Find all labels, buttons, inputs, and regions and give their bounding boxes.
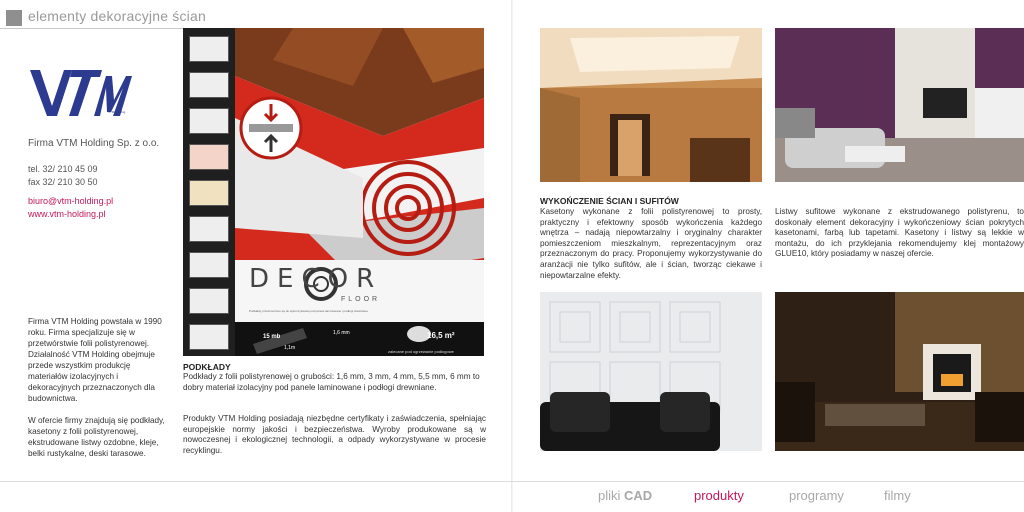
nav-cad-files[interactable] xyxy=(598,488,652,503)
living-room-photo xyxy=(775,28,1024,182)
email-link[interactable]: biuro@vtm-holding.pl xyxy=(28,196,114,206)
wall-panels-photo xyxy=(540,292,762,451)
product-subbrand: FLOOR xyxy=(341,296,381,303)
wykonczenie-heading: WYKOŃCZENIE ŚCIAN I SUFITÓW xyxy=(540,196,679,206)
about-paragraph: Firma VTM Holding powstała w 1990 roku. Firma specjalizuje się w przetwórstwie folii polistyrenowej. Działalność VTM Holding obejmuje przede wszystkim produkcję materiałów izolacyjnych i dekoracyjnych przeznaczonych dla budownictwa. xyxy=(28,317,162,403)
listwy-text: Listwy sufitowe wykonane z ekstrudowanego polistyrenu, to doskonały element dekoracyjny i wykończeniowy ścian pokrytych kasetonami, farbą lub tapetami. Kasetony i listwy są lekkie w montażu, do ich przyklejania rekomendujemy klej montażowy GLUE10, który posiadamy w naszej ofercie. xyxy=(775,207,1024,259)
dimension-area: 16,5 m² xyxy=(427,331,455,340)
product-image xyxy=(183,28,484,356)
certification-text: Produkty VTM Holding posiadają niezbędne certyfikaty i zaświadczenia, spełniając europejskie normy jakości i bezpieczeństwa. Wyroby produkowane są w nowoczesnej i ekologicznej technologii, a odpady wykorzystywane w procesie recyklingu. xyxy=(183,414,486,455)
nav-programs[interactable]: programy xyxy=(789,488,844,503)
company-name: Firma VTM Holding Sp. z o.o. xyxy=(28,138,160,149)
dimension-width: 1,1m xyxy=(284,345,296,351)
ceiling-photo xyxy=(540,28,762,182)
nav-films[interactable]: filmy xyxy=(884,488,911,503)
product-description: Podkłady przeznaczone są do wykorzystania pod panele laminowane i podłogi drewniane xyxy=(249,309,368,313)
wykonczenie-text: Kasetony wykonane z folii polistyrenowej to prosty, praktyczny i efektowny sposób wykończenia każdego wnętrza – nadają niepowtarzalny i oryginalny charakter pomieszczeniom mieszkalnym, reprezentacyjnym oraz przeznaczonym do pracy. Proponujemy wykorzystywanie do aranżacji nie tylko sufitów, ale i ścian, tworząc ciekawe i niepowtarzalne efekty. xyxy=(540,207,762,280)
thumbnail xyxy=(189,252,229,278)
podklady-text: Podkłady z folii polistyrenowej o grubości: 1,6 mm, 3 mm, 4 mm, 5,5 mm, 6 mm to dobry materiał izolacyjny pod panele laminowane i podłogi drewniane. xyxy=(183,372,480,392)
thumbnail xyxy=(189,144,229,170)
website-link[interactable]: www.vtm-holding.pl xyxy=(28,209,106,219)
phone-number: tel. 32/ 210 45 09 xyxy=(28,164,98,174)
nav-products[interactable]: produkty xyxy=(694,488,744,503)
dimension-thickness: 1,6 mm xyxy=(333,330,350,336)
product-brand: DECOR xyxy=(249,264,383,294)
thumbnail xyxy=(189,180,229,206)
footer-rule xyxy=(0,481,1024,482)
thumbnail xyxy=(189,108,229,134)
product-caption: zalecane pod ogrzewanie podłogowe xyxy=(388,349,454,354)
about-section xyxy=(28,316,170,470)
nav-cad-prefix: pliki xyxy=(598,488,625,503)
thumbnail xyxy=(189,216,229,242)
about-paragraph: W ofercie firmy znajdują się podkłady, kasetony z folii polistyrenowej, ekstrudowane listwy ozdobne, kleje, belki rustykalne, deski tarasowe. xyxy=(28,416,165,458)
thumbnail xyxy=(189,36,229,62)
dimension-length: 15 mb xyxy=(263,334,281,340)
logo-subtitle: VTM Holding xyxy=(108,110,126,114)
thumbnail xyxy=(189,324,229,350)
thumbnail xyxy=(189,72,229,98)
section-title: elementy dekoracyjne ścian xyxy=(28,8,206,24)
thumbnail xyxy=(189,288,229,314)
podklady-heading: PODKŁADY xyxy=(183,362,231,372)
fax-number: fax 32/ 210 30 50 xyxy=(28,177,98,187)
thumbnail-strip xyxy=(183,28,235,356)
nav-cad-bold: CAD xyxy=(624,488,653,503)
header-square xyxy=(6,10,22,26)
page-spine xyxy=(511,0,513,512)
fireplace-photo xyxy=(775,292,1024,451)
